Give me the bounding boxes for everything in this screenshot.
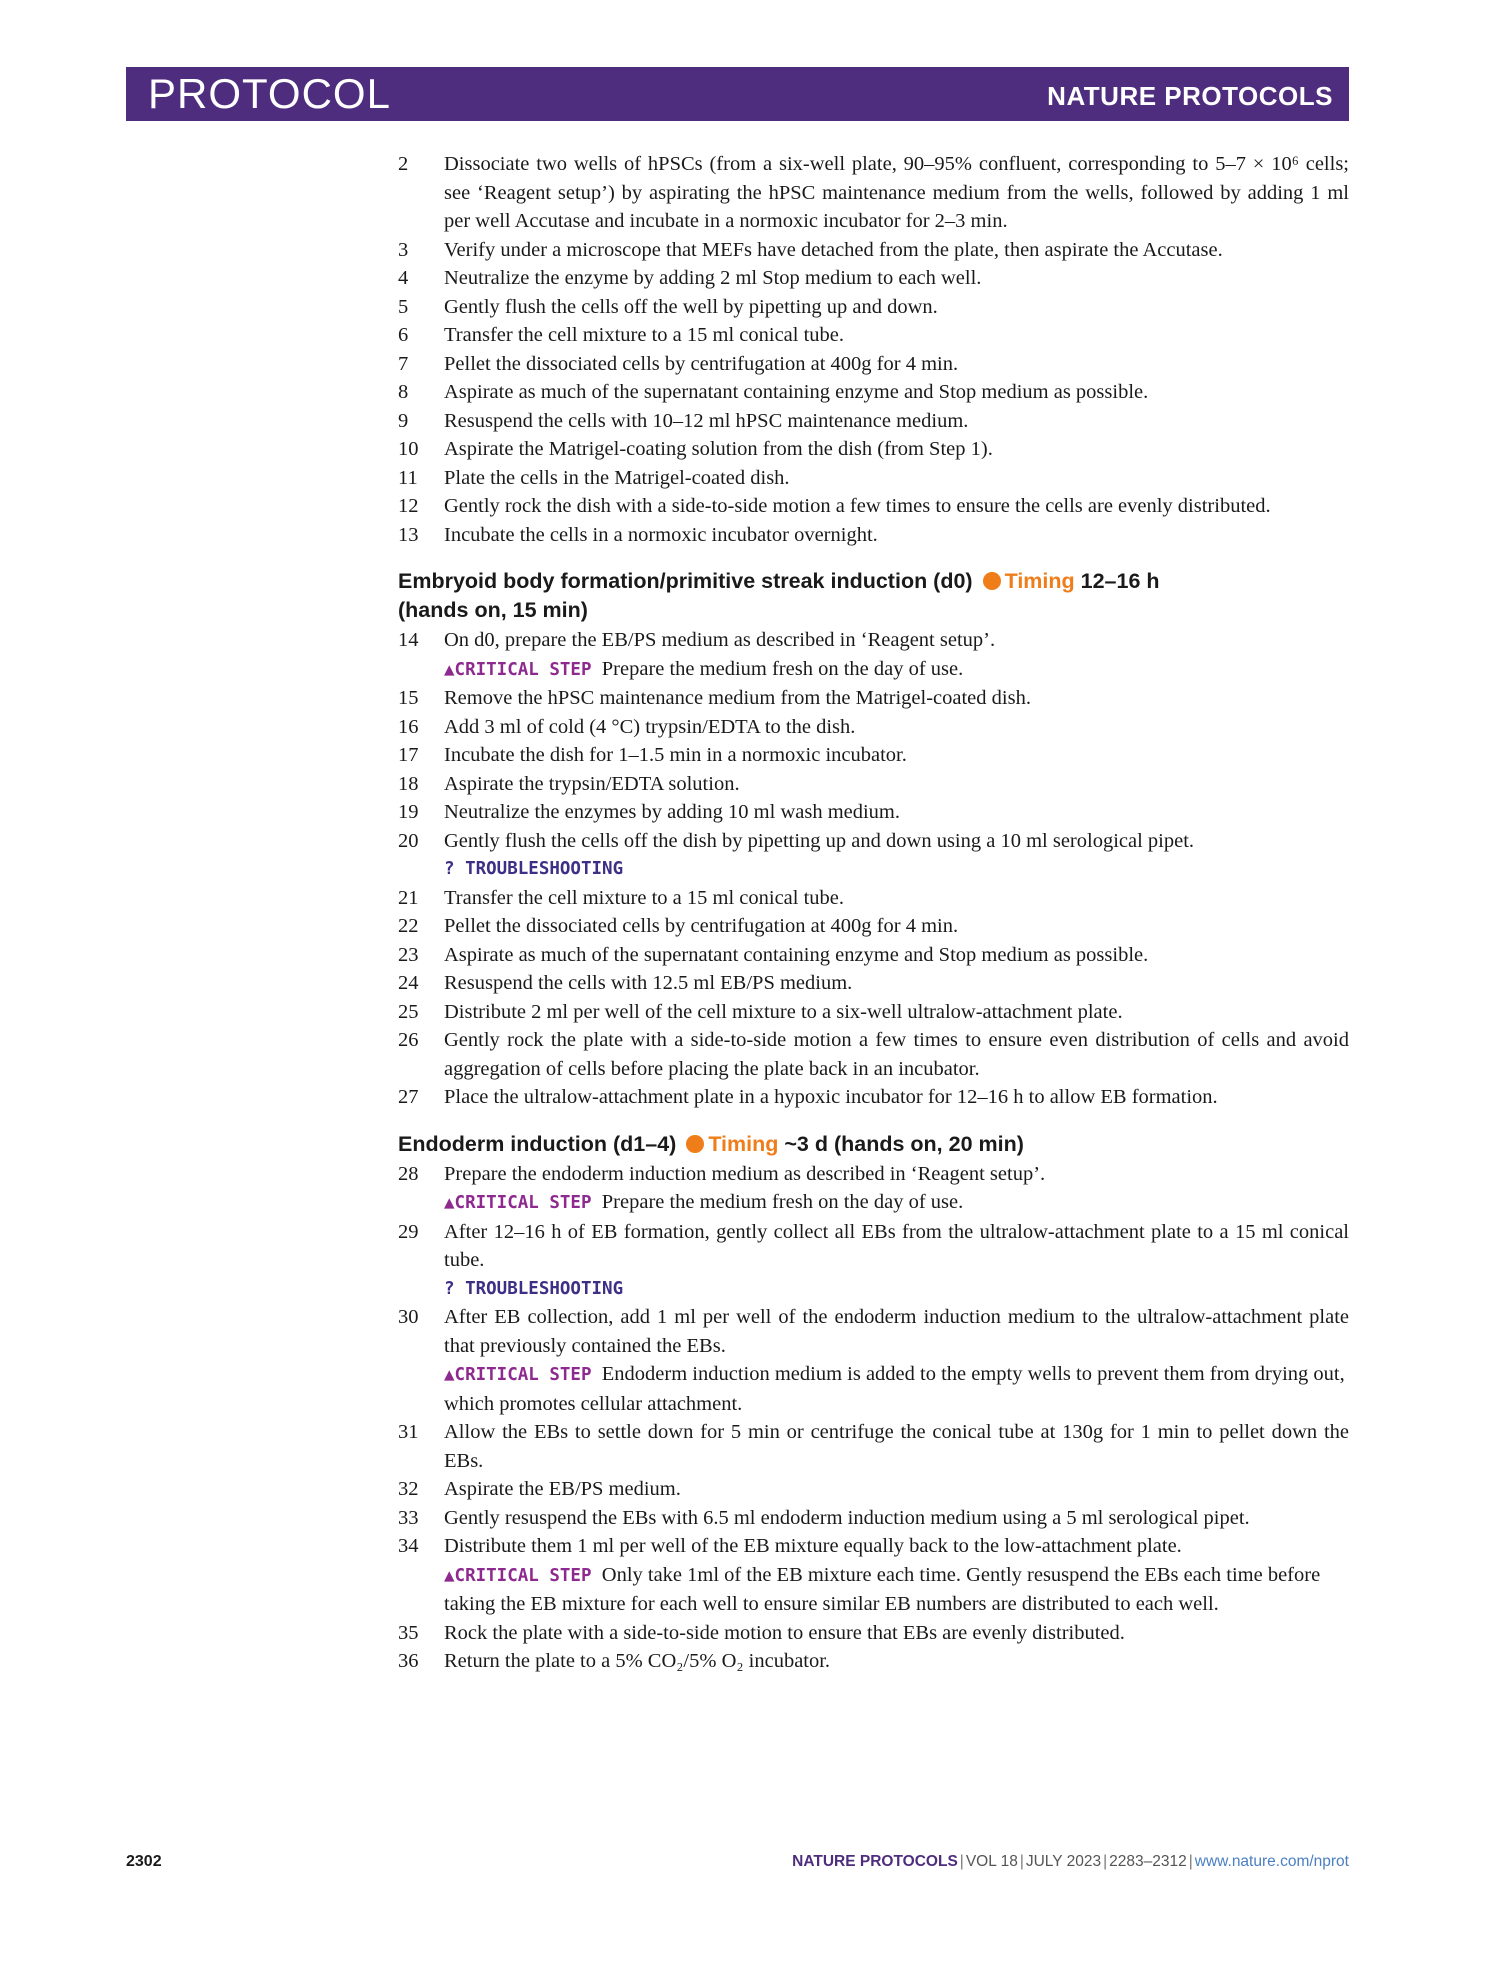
protocol-step xyxy=(398,1218,1349,1304)
step-text: Pellet the dissociated cells by centrifugation at 400g for 4 min. xyxy=(444,352,959,375)
step-number: 23 xyxy=(398,943,419,966)
step-text: Return the plate to a 5% CO₂/5% O₂ incubator. xyxy=(444,1650,831,1672)
timing-dot-icon xyxy=(686,1135,704,1153)
step-text: Gently resuspend the EBs with 6.5 ml endoderm induction medium using a 5 ml serological pipet. xyxy=(444,1506,1250,1529)
step-text: After 12–16 h of EB formation, gently collect all EBs from the ultralow-attachment plate to a 15 ml conical tube. xyxy=(444,1220,1349,1271)
step-number: 28 xyxy=(398,1162,419,1185)
step-text: Add 3 ml of cold (4 °C) trypsin/EDTA to the dish. xyxy=(444,715,856,738)
step-text: Rock the plate with a side-to-side motion to ensure that EBs are evenly distributed. xyxy=(444,1621,1125,1644)
step-text: Distribute 2 ml per well of the cell mixture to a six-well ultralow-attachment plate. xyxy=(444,1000,1123,1023)
step-number: 5 xyxy=(398,295,409,318)
step-text: Aspirate the trypsin/EDTA solution. xyxy=(444,772,740,795)
footer-url-link[interactable]: www.nature.com/nprot xyxy=(1194,1853,1349,1870)
section-title: Endoderm induction (d1–4) xyxy=(398,1131,677,1156)
protocol-step xyxy=(398,941,1349,970)
timing-label: Timing xyxy=(1004,569,1075,593)
step-text: Aspirate the EB/PS medium. xyxy=(444,1478,681,1500)
footer-journal: NATURE PROTOCOLS xyxy=(792,1853,958,1870)
critical-step-note xyxy=(444,655,1349,685)
protocol-step xyxy=(398,884,1349,913)
step-number: 8 xyxy=(398,381,409,403)
step-number: 36 xyxy=(398,1650,419,1672)
protocol-step xyxy=(398,713,1349,742)
step-number: 9 xyxy=(398,409,409,432)
step-number: 13 xyxy=(398,523,419,546)
step-number: 33 xyxy=(398,1506,419,1529)
step-text: Neutralize the enzymes by adding 10 ml wash medium. xyxy=(444,801,901,823)
step-number: 4 xyxy=(398,267,409,289)
step-number: 12 xyxy=(398,495,419,517)
protocol-step xyxy=(398,1475,1349,1504)
step-text: Resuspend the cells with 10–12 ml hPSC maintenance medium. xyxy=(444,409,969,432)
troubleshooting-link[interactable]: ? TROUBLESHOOTING xyxy=(444,859,624,879)
step-number: 19 xyxy=(398,801,419,823)
critical-step-note xyxy=(444,1561,1349,1619)
critical-step-label: ▲CRITICAL STEP xyxy=(444,1365,592,1385)
critical-step-text: Endoderm induction medium is added to the empty wells to prevent them from drying out, which promotes cellular attachment. xyxy=(444,1363,1345,1415)
step-text: Gently flush the cells off the well by pipetting up and down. xyxy=(444,295,938,318)
protocol-step xyxy=(398,350,1349,379)
step-number: 34 xyxy=(398,1535,419,1557)
protocol-step xyxy=(398,1532,1349,1619)
step-text: Pellet the dissociated cells by centrifugation at 400g for 4 min. xyxy=(444,915,959,937)
step-text: Gently rock the dish with a side-to-side motion a few times to ensure the cells are evenly distributed. xyxy=(444,495,1271,517)
protocol-content xyxy=(398,150,1349,1676)
critical-step-text: Only take 1ml of the EB mixture each time. Gently resuspend the EBs each time before taking the EB mixture for each well to ensure similar EB numbers are distributed to each well. xyxy=(444,1563,1321,1615)
protocol-step xyxy=(398,1083,1349,1112)
protocol-step xyxy=(398,684,1349,713)
step-number: 2 xyxy=(398,153,409,175)
critical-step-label: ▲CRITICAL STEP xyxy=(444,1565,592,1586)
step-text: Aspirate as much of the supernatant containing enzyme and Stop medium as possible. xyxy=(444,381,1149,403)
step-number: 20 xyxy=(398,829,419,852)
step-text: Resuspend the cells with 12.5 ml EB/PS medium. xyxy=(444,972,853,994)
step-number: 30 xyxy=(398,1306,419,1328)
step-text: After EB collection, add 1 ml per well of the endoderm induction medium to the ultralow-attachment plate that previously contained the EBs. xyxy=(444,1306,1349,1357)
step-number: 15 xyxy=(398,687,419,709)
step-text: Aspirate as much of the supernatant containing enzyme and Stop medium as possible. xyxy=(444,943,1149,966)
protocol-step xyxy=(398,912,1349,941)
step-number: 21 xyxy=(398,886,419,909)
protocol-step xyxy=(398,969,1349,998)
step-number: 26 xyxy=(398,1029,419,1051)
critical-step-text: Prepare the medium fresh on the day of use. xyxy=(601,1191,964,1213)
protocol-step xyxy=(398,378,1349,407)
step-text: On d0, prepare the EB/PS medium as described in ‘Reagent setup’. xyxy=(444,629,996,651)
critical-step-note xyxy=(444,1360,1349,1418)
footer-pages: 2283–2312 xyxy=(1109,1853,1187,1870)
protocol-step xyxy=(398,464,1349,493)
protocol-step xyxy=(398,770,1349,799)
step-text: Allow the EBs to settle down for 5 min or centrifuge the conical tube at 130g for 1 min to pellet down the EBs. xyxy=(444,1421,1349,1472)
step-number: 22 xyxy=(398,915,419,937)
step-number: 32 xyxy=(398,1478,419,1500)
step-number: 29 xyxy=(398,1220,419,1243)
step-text: Gently rock the plate with a side-to-side motion a few times to ensure even distribution of cells and avoid aggregation of cells before placing the plate back in an incubator. xyxy=(444,1029,1349,1080)
timing-dot-icon xyxy=(983,572,1001,590)
protocol-step xyxy=(398,521,1349,550)
step-text: Gently flush the cells off the dish by pipetting up and down using a 10 ml serological pipet. xyxy=(444,829,1195,852)
steps-group-b xyxy=(398,626,1349,1112)
step-number: 11 xyxy=(398,466,418,489)
step-number: 18 xyxy=(398,772,419,795)
step-number: 16 xyxy=(398,715,419,738)
page-number: 2302 xyxy=(126,1853,162,1870)
step-number: 10 xyxy=(398,438,419,460)
step-number: 17 xyxy=(398,744,419,766)
step-number: 24 xyxy=(398,972,419,994)
article-type-label: PROTOCOL xyxy=(148,70,391,117)
step-text: Transfer the cell mixture to a 15 ml conical tube. xyxy=(444,886,845,909)
timing-label: Timing xyxy=(708,1131,779,1156)
step-number: 27 xyxy=(398,1086,419,1108)
step-number: 31 xyxy=(398,1421,419,1443)
protocol-step xyxy=(398,293,1349,322)
step-text: Plate the cells in the Matrigel-coated dish. xyxy=(444,466,790,489)
step-text: Incubate the dish for 1–1.5 min in a normoxic incubator. xyxy=(444,744,907,766)
footer-citation: NATURE PROTOCOLS | VOL 18 | JULY 2023 | 2283–2312 | www.nature.com/nprot xyxy=(792,1853,1349,1870)
footer-date: JULY 2023 xyxy=(1025,1853,1102,1870)
protocol-step xyxy=(398,998,1349,1027)
protocol-step xyxy=(398,321,1349,350)
step-text: Place the ultralow-attachment plate in a hypoxic incubator for 12–16 h to allow EB formation. xyxy=(444,1086,1218,1108)
timing-value: 12–16 h xyxy=(1080,569,1160,593)
step-number: 7 xyxy=(398,352,409,375)
protocol-step xyxy=(398,435,1349,464)
step-text: Transfer the cell mixture to a 15 ml conical tube. xyxy=(444,324,845,346)
critical-step-label: ▲CRITICAL STEP xyxy=(444,1193,592,1213)
critical-step-text: Prepare the medium fresh on the day of use. xyxy=(601,657,964,680)
protocol-step xyxy=(398,798,1349,827)
protocol-step xyxy=(398,1647,1349,1676)
protocol-step xyxy=(398,492,1349,521)
header-bar xyxy=(126,67,1349,121)
timing-hands-on: (hands on, 15 min) xyxy=(398,598,588,622)
step-text: Distribute them 1 ml per well of the EB mixture equally back to the low-attachment plate. xyxy=(444,1535,1182,1557)
step-text: Neutralize the enzyme by adding 2 ml Stop medium to each well. xyxy=(444,267,982,289)
step-number: 35 xyxy=(398,1621,419,1644)
protocol-step xyxy=(398,1619,1349,1648)
step-text: Dissociate two wells of hPSCs (from a six-well plate, 90–95% confluent, corresponding to 5–7 × 10⁶ cells; see ‘Reagent setup’) by aspirating the hPSC maintenance medium from the wells, followed by adding 1 ml per well Accutase and incubate in a normoxic incubator for 2–3 min. xyxy=(444,153,1349,232)
section-heading-endoderm xyxy=(398,1130,1349,1159)
step-text: Verify under a microscope that MEFs have detached from the plate, then aspirate the Accutase. xyxy=(444,238,1223,261)
step-text: Aspirate the Matrigel-coating solution from the dish (from Step 1). xyxy=(444,438,993,460)
protocol-step xyxy=(398,1504,1349,1533)
step-number: 14 xyxy=(398,629,419,651)
protocol-step xyxy=(398,626,1349,684)
section-title: Embryoid body formation/primitive streak induction (d0) xyxy=(398,569,973,593)
protocol-step xyxy=(398,1026,1349,1083)
protocol-step xyxy=(398,264,1349,293)
steps-group-c xyxy=(398,1160,1349,1676)
journal-name-header: NATURE PROTOCOLS xyxy=(1047,81,1333,111)
step-text: Incubate the cells in a normoxic incubator overnight. xyxy=(444,523,878,546)
step-number: 25 xyxy=(398,1000,419,1023)
protocol-step xyxy=(398,236,1349,265)
step-text: Remove the hPSC maintenance medium from the Matrigel-coated dish. xyxy=(444,687,1031,709)
protocol-step xyxy=(398,1303,1349,1418)
protocol-step xyxy=(398,827,1349,884)
critical-step-note xyxy=(444,1188,1349,1218)
section-heading-eb-formation xyxy=(398,567,1349,625)
protocol-step xyxy=(398,1160,1349,1218)
troubleshooting-link[interactable]: ? TROUBLESHOOTING xyxy=(444,1278,624,1299)
protocol-step xyxy=(398,407,1349,436)
step-number: 6 xyxy=(398,324,409,346)
protocol-step xyxy=(398,150,1349,236)
timing-value: ~3 d (hands on, 20 min) xyxy=(784,1131,1024,1156)
step-number: 3 xyxy=(398,238,409,261)
critical-step-label: ▲CRITICAL STEP xyxy=(444,659,592,680)
footer-volume: VOL 18 xyxy=(965,1853,1018,1870)
protocol-step xyxy=(398,1418,1349,1475)
steps-group-a xyxy=(398,150,1349,549)
step-text: Prepare the endoderm induction medium as described in ‘Reagent setup’. xyxy=(444,1162,1046,1185)
protocol-step xyxy=(398,741,1349,770)
